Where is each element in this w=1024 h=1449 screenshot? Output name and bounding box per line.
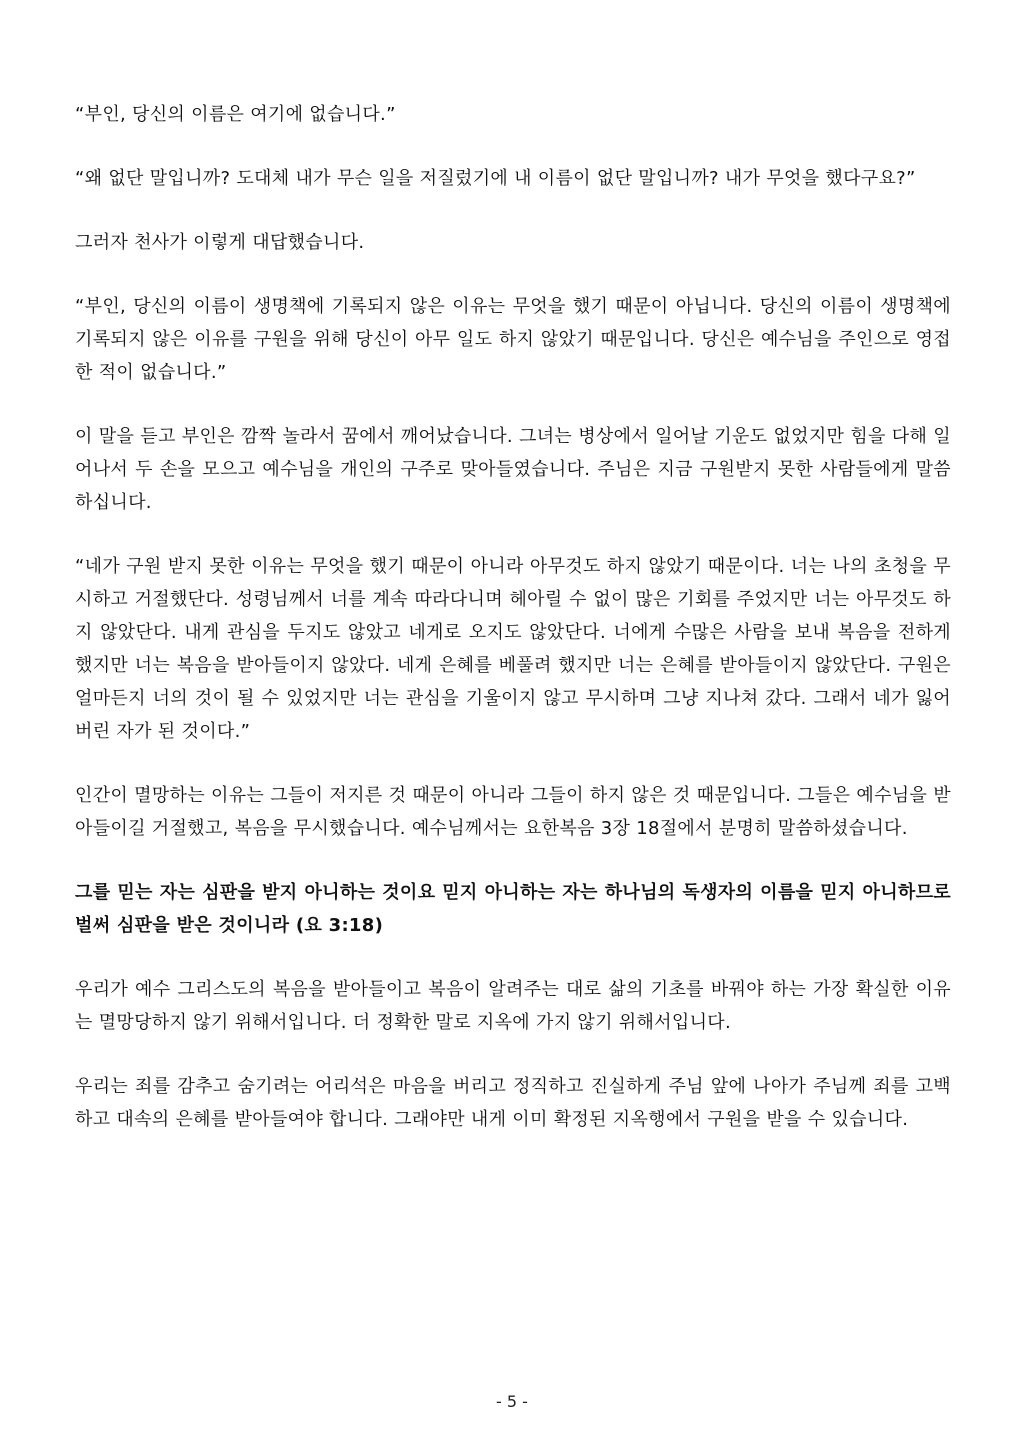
scripture-quote-john-3-18: 그를 믿는 자는 심판을 받지 아니하는 것이요 믿지 아니하는 자는 하나님의 독생자의 이름을 믿지 아니하므로 벌써 심판을 받은 것이니라 (요 3:18)	[75, 882, 951, 936]
paragraph-why-perish: 인간이 멸망하는 이유는 그들이 저지른 것 때문이 아니라 그들이 하지 않은 것 때문입니다. 그들은 예수님을 받아들이길 거절했고, 복음을 무시했습니다. 예수님께서는 요한복음 3장 18절에서 분명히 말씀하셨습니다.	[75, 785, 951, 839]
page-number: - 5 -	[496, 1392, 528, 1411]
paragraph-confess-sin: 우리는 죄를 감추고 숨기려는 어리석은 마음을 버리고 정직하고 진실하게 주님 앞에 나아가 주님께 죄를 고백하고 대속의 은혜를 받아들여야 합니다. 그래야만 내게 이미 확정된 지옥행에서 구원을 받을 수 있습니다.	[75, 1076, 951, 1130]
paragraph-wife-awakes: 이 말을 듣고 부인은 깜짝 놀라서 꿈에서 깨어났습니다. 그녀는 병상에서 일어날 기운도 없었지만 힘을 다해 일어나서 두 손을 모으고 예수님을 개인의 구주로 맞아들였습니다. 주님은 지금 구원받지 못한 사람들에게 말씀하십니다.	[75, 426, 951, 513]
document-body	[75, 98, 951, 1167]
paragraph-angel-answer: “부인, 당신의 이름이 생명책에 기록되지 않은 이유는 무엇을 했기 때문이 아닙니다. 당신의 이름이 생명책에 기록되지 않은 이유를 구원을 위해 당신이 아무 일도 하지 않았기 때문입니다. 당신은 예수님을 주인으로 영접한 적이 없습니다.”	[75, 296, 951, 383]
paragraph-wife-name-missing: “부인, 당신의 이름은 여기에 없습니다.”	[75, 104, 396, 125]
paragraph-lord-speaks: “네가 구원 받지 못한 이유는 무엇을 했기 때문이 아니라 아무것도 하지 않았기 때문이다. 너는 나의 초청을 무시하고 거절했단다. 성령님께서 너를 계속 따라다니며 헤아릴 수 없이 많은 기회를 주었지만 너는 아무것도 하지 않았단다. 내게 관심을 두지도 않았고 네게로 오지도 않았단다. 너에게 수많은 사람을 보내 복음을 전하게 했지만 너는 복음을 받아들이지 않았다. 네게 은혜를 베풀려 했지만 너는 은혜를 받아들이지 않았단다. 구원은 얼마든지 너의 것이 될 수 있었지만 너는 관심을 기울이지 않고 무시하며 그냥 지나쳐 갔다. 그래서 네가 잃어버린 자가 된 것이다.”	[75, 556, 951, 742]
paragraph-why-missing: “왜 없단 말입니까? 도대체 내가 무슨 일을 저질렀기에 내 이름이 없단 말입니까? 내가 무엇을 했다구요?”	[75, 168, 916, 189]
paragraph-reason-gospel: 우리가 예수 그리스도의 복음을 받아들이고 복음이 알려주는 대로 삶의 기초를 바꿔야 하는 가장 확실한 이유는 멸망당하지 않기 위해서입니다. 더 정확한 말로 지옥에 가지 않기 위해서입니다.	[75, 979, 951, 1033]
paragraph-angel-answer-intro: 그러자 천사가 이렇게 대답했습니다.	[75, 232, 365, 253]
